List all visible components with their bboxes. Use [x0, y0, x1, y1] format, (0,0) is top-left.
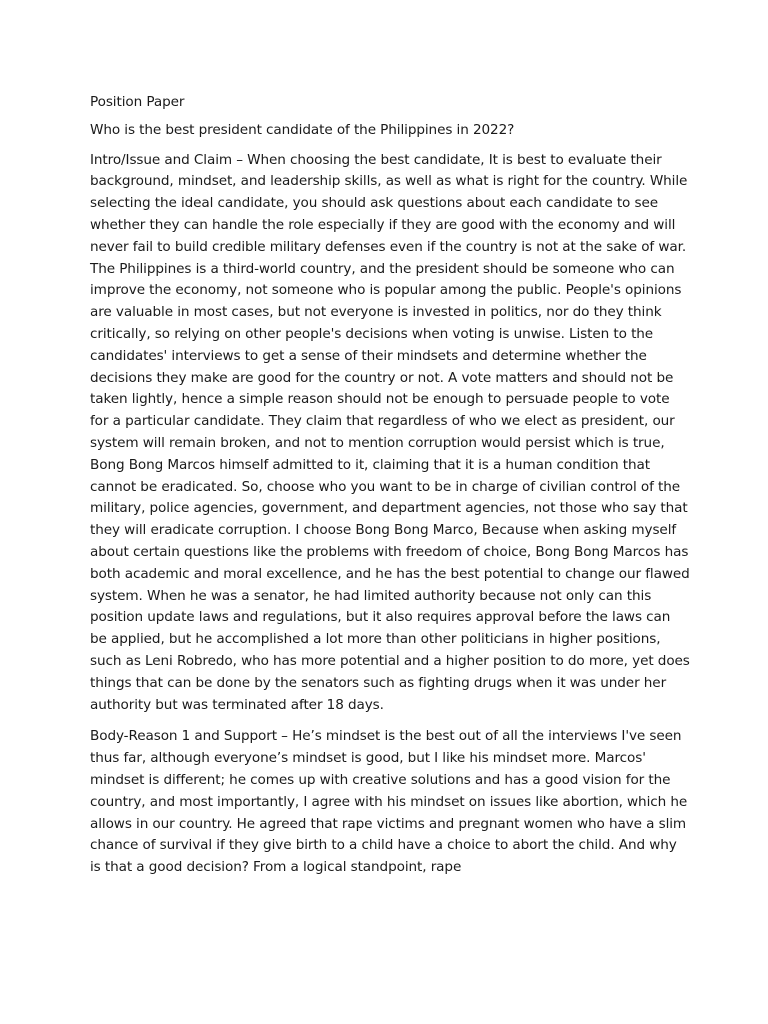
paragraph-intro: Intro/Issue and Claim – When choosing the best candidate, It is best to evaluate their background, mindset, and leadership skills, as well as what is right for the country. While selecting the ideal candidate, you should ask questions about each candidate to see whether they can handle the role especially if they are good with the economy and will never fail to build credible military defenses even if the country is not at the sake of war. The Philippines is a third-world country, and the president should be someone who can improve the economy, not someone who is popular among the public. People's opinions are valuable in most cases, but not everyone is invested in politics, nor do they think critically, so relying on other people's decisions when voting is unwise. Listen to the candidates' interviews to get a sense of their mindsets and determine whether the decisions they make are good for the country or not. A vote matters and should not be taken lightly, hence a simple reason should not be enough to persuade people to vote for a particular candidate. They claim that regardless of who we elect as president, our system will remain broken, and not to mention corruption would persist which is true, Bong Bong Marcos himself admitted to it, claiming that it is a human condition that cannot be eradicated. So, choose who you want to be in charge of civilian control of the military, police agencies, government, and department agencies, not those who say that they will eradicate corruption. I choose Bong Bong Marco, Because when asking myself about certain questions like the problems with freedom of choice, Bong Bong Marcos has both academic and moral excellence, and he has the best potential to change our flawed system. When he was a senator, he had limited authority because not only can this position update laws and regulations, but it also requires approval before the laws can be applied, but he accomplished a lot more than other politicians in higher positions, such as Leni Robredo, who has more potential and a higher position to do more, yet does things that can be done by the senators such as fighting drugs when it was under her authority but was terminated after 18 days. [90, 151, 690, 713]
document-title: Position Paper [90, 94, 185, 110]
document-question: Who is the best president candidate of the Philippines in 2022? [90, 121, 515, 138]
paragraph-body-reason-1: Body-Reason 1 and Support – He’s mindset is the best out of all the interviews I've seen thus far, although everyone’s mindset is good, but I like his mindset more. Marcos' mindset is different; he comes up with creative solutions and has a good vision for the country, and most importantly, I agree with his mindset on issues like abortion, which he allows in our country. He agreed that rape victims and pregnant women who have a slim chance of survival if they give birth to a child have a choice to abort the child. And why is that a good decision? From a logical standpoint, rape [90, 728, 688, 876]
document-page [90, 92, 690, 889]
